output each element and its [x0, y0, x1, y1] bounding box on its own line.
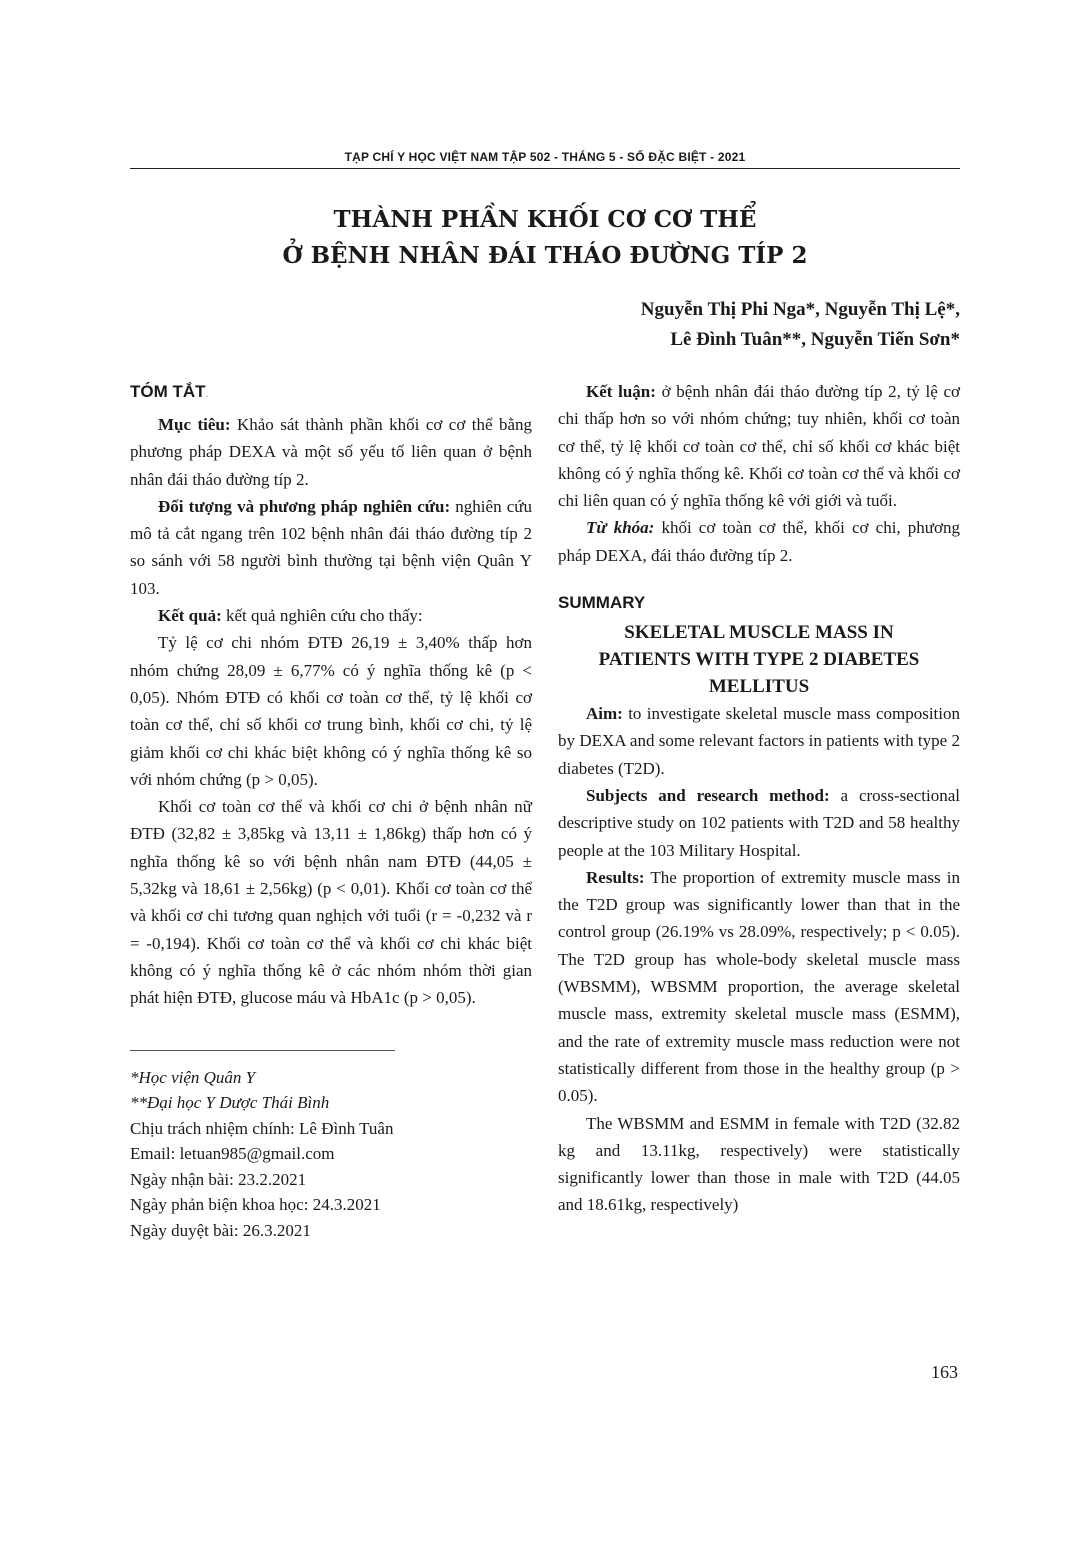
en-methods-label: Subjects and research method: — [586, 785, 830, 805]
en-aim-paragraph — [558, 700, 960, 782]
date-accepted: Ngày duyệt bài: 26.3.2021 — [130, 1220, 311, 1240]
vi-objective-paragraph — [130, 411, 532, 493]
vi-keywords-label: Từ khóa: — [586, 518, 655, 538]
email: Email: letuan985@gmail.com — [130, 1144, 335, 1164]
summary-title-line-3: MELLITUS — [708, 676, 810, 698]
vi-keywords-paragraph — [558, 514, 960, 569]
authors-line-1: Nguyễn Thị Phi Nga*, Nguyễn Thị Lệ*, — [640, 299, 960, 320]
vi-methods-paragraph — [130, 493, 532, 602]
vi-conclusion-label: Kết luận: — [586, 382, 656, 401]
en-results-text: The proportion of extremity muscle mass in the T2D group was significantly lower than that in the control group (26.19% vs 28.09%, respectively; p < 0.05). The T2D group has whole-body skeletal muscle mass (WBSMM), WBSMM proportion, the average skeletal muscle mass, extremity skeletal muscle mass (ESMM), and the rate of extremity muscle mass reduction were not statistically different from those in the healthy group (p > 0.05). — [558, 867, 960, 1106]
title-line-2: Ở BỆNH NHÂN ĐÁI THÁO ĐƯỜNG TÍP 2 — [282, 242, 808, 269]
corresponding-author: Chịu trách nhiệm chính: Lê Đình Tuân — [130, 1118, 394, 1138]
left-column — [130, 378, 532, 1243]
en-methods-paragraph — [558, 782, 960, 864]
en-aim-label: Aim: — [586, 704, 623, 724]
summary-title-line-1: SKELETAL MUSCLE MASS IN — [624, 622, 894, 644]
vi-results-label: Kết quả: — [158, 606, 222, 626]
title-line-1: THÀNH PHẦN KHỐI CƠ CƠ THỂ — [333, 206, 757, 233]
en-results-label: Results: — [586, 867, 645, 887]
right-column — [558, 378, 960, 1219]
summary-heading: SUMMARY — [558, 593, 646, 613]
date-received: Ngày nhận bài: 23.2.2021 — [130, 1169, 307, 1189]
summary-title-line-2: PATIENTS WITH TYPE 2 DIABETES — [598, 649, 920, 671]
vi-methods-label: Đối tượng và phương pháp nghiên cứu: — [158, 496, 451, 516]
article-title — [130, 202, 960, 274]
vi-objective-text: Khảo sát thành phần khối cơ cơ thể bằng phương pháp DEXA và một số yếu tố liên quan ở bệnh nhân đái tháo đường típ 2. — [130, 415, 532, 489]
vi-abstract-heading — [130, 378, 532, 409]
summary-title — [558, 619, 960, 700]
vi-conclusion-text: ở bệnh nhân đái tháo đường típ 2, tỷ lệ cơ chi thấp hơn so với nhóm chứng; tuy nhiên, khối cơ toàn cơ thể, tỷ lệ khối cơ toàn cơ thể, chỉ số khối cơ khác biệt không có ý nghĩa thống kê. Khối cơ toàn cơ thể và khối cơ chi liên quan có ý nghĩa thống kê với giới và tuổi. — [558, 382, 961, 511]
en-methods-text: a cross-sectional descriptive study on 102 patients with T2D and 58 healthy people at the 103 Military Hospital. — [558, 785, 960, 860]
heading-mark: . — [205, 389, 209, 400]
vi-methods-text: nghiên cứu mô tả cắt ngang trên 102 bệnh nhân đái tháo đường típ 2 so sánh với 58 người bình thường tại bệnh viện Quân Y 103. — [130, 496, 533, 598]
vi-results-text: kết quả nghiên cứu cho thấy: — [221, 606, 423, 626]
footnote-rule — [130, 1050, 395, 1051]
en-results-paragraph — [558, 864, 960, 1110]
vi-keywords-text: khối cơ toàn cơ thể, khối cơ chi, phương pháp DEXA, đái tháo đường típ 2. — [558, 518, 960, 565]
vi-objective-label: Mục tiêu: — [158, 415, 231, 434]
affiliation-1: *Học viện Quân Y — [130, 1067, 256, 1087]
header-rule — [130, 168, 960, 169]
vi-abstract-heading-text: TÓM TẮT — [130, 382, 206, 401]
authors-line-2: Lê Đình Tuân**, Nguyễn Tiến Sơn* — [670, 329, 960, 350]
running-head: TẠP CHÍ Y HỌC VIỆT NAM TẬP 502 - THÁNG 5 - SỐ ĐẶC BIỆT - 2021 — [344, 150, 746, 164]
spacer — [558, 569, 960, 589]
author-list — [641, 295, 960, 355]
vi-conclusion-paragraph — [558, 378, 960, 514]
vi-results-detail-2: Khối cơ toàn cơ thể và khối cơ chi ở bệnh nhân nữ ĐTĐ (32,82 ± 3,85kg và 13,11 ± 1,86kg) thấp hơn có ý nghĩa thống kê so với bệnh nhân nam ĐTĐ (44,05 ± 5,32kg và 18,61 ± 2,56kg) (p < 0,01). Khối cơ toàn cơ thể và khối cơ chi tương quan nghịch với tuổi (r = -0,232 và r = -0,194). Khối cơ toàn cơ thể và khối cơ chi khác biệt không có ý nghĩa thống kê ở các nhóm nhóm thời gian phát hiện ĐTĐ, glucose máu và HbA1c (p > 0,05). — [130, 797, 532, 1008]
page-number: 163 — [931, 1362, 958, 1382]
en-aim-text: to investigate skeletal muscle mass composition by DEXA and some relevant factors in patients with type 2 diabetes (T2D). — [558, 704, 960, 778]
date-reviewed: Ngày phản biện khoa học: 24.3.2021 — [130, 1195, 381, 1215]
affiliation-2: **Đại học Y Dược Thái Bình — [130, 1093, 330, 1113]
vi-results-detail-1: Tỷ lệ cơ chi nhóm ĐTĐ 26,19 ± 3,40% thấp hơn nhóm chứng 28,09 ± 6,77% có ý nghĩa thống kê (p < 0,05). Nhóm ĐTĐ có khối cơ toàn cơ thể, tỷ lệ khối cơ toàn cơ thể, chỉ số khối cơ trung bình, khối cơ chi, tỷ lệ giảm khối cơ chi khác biệt không có ý nghĩa thống kê so với nhóm chứng (p > 0,05). — [130, 633, 532, 789]
vi-results-paragraph — [130, 602, 532, 629]
en-results-detail: The WBSMM and ESMM in female with T2D (32.82 kg and 13.11kg, respectively) were statistically significantly lower than those in male with T2D (44.05 and 18.61kg, respectively) — [558, 1113, 960, 1215]
